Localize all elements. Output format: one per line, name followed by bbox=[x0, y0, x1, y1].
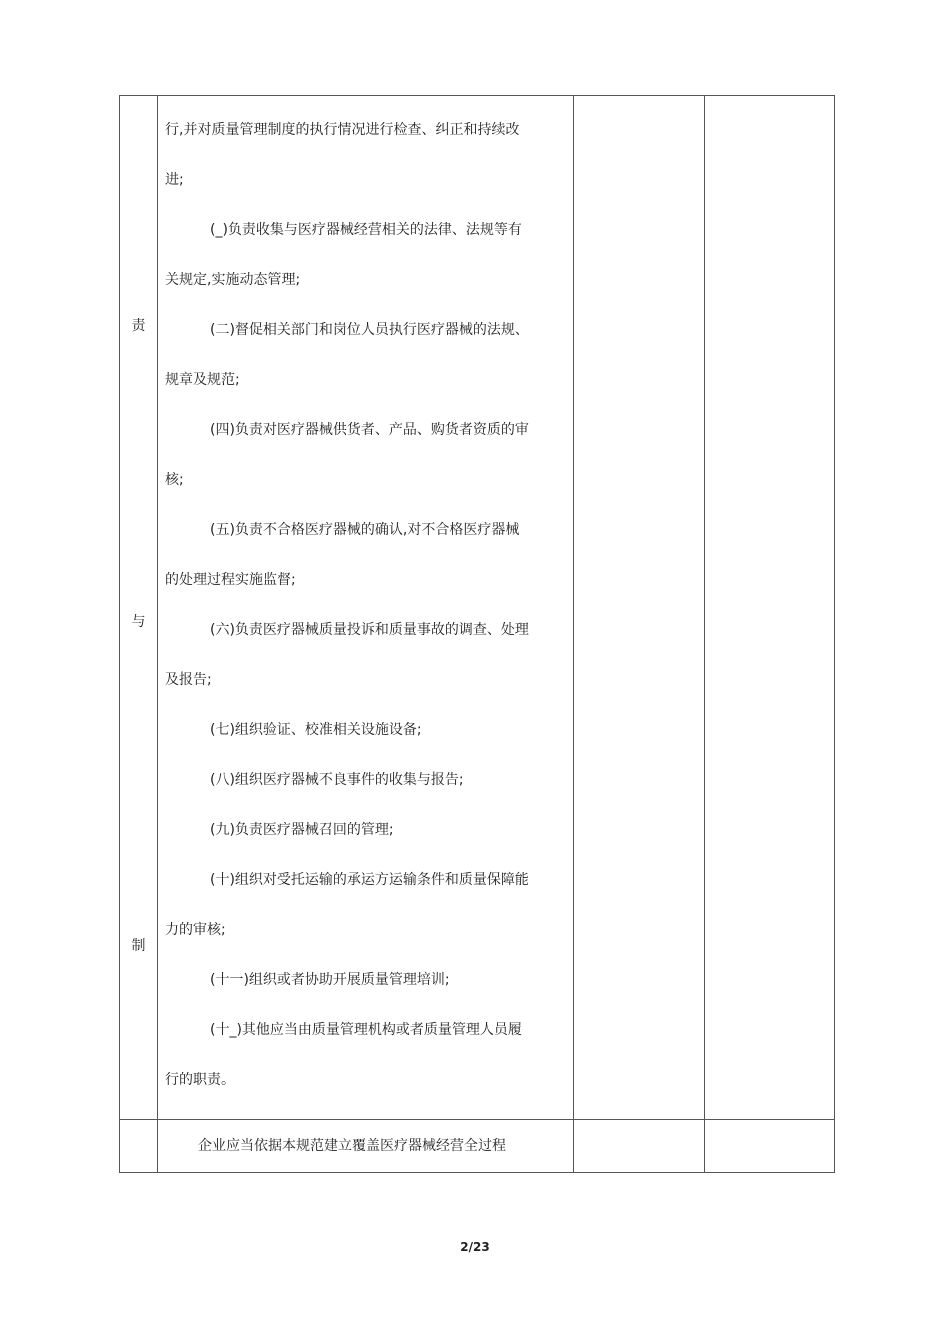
paragraph-line: (六)负责医疗器械质量投诉和质量事故的调查、处理 bbox=[210, 622, 529, 638]
paragraph-line: 企业应当依据本规范建立覆盖医疗器械经营全过程 bbox=[198, 1138, 506, 1154]
empty-cell bbox=[574, 96, 705, 1120]
table-row bbox=[120, 96, 835, 1120]
paragraph-line: 规章及规范; bbox=[165, 372, 240, 388]
section-label-cell bbox=[120, 96, 158, 1120]
empty-cell bbox=[574, 1120, 705, 1173]
section-label-char: 与 bbox=[131, 614, 146, 630]
section-label-cell bbox=[120, 1120, 158, 1173]
table-row bbox=[120, 1120, 835, 1173]
paragraph-line: (二)督促相关部门和岗位人员执行医疗器械的法规、 bbox=[210, 322, 529, 338]
paragraph-line: (十一)组织或者协助开展质量管理培训; bbox=[210, 972, 450, 988]
paragraph-line: (七)组织验证、校准相关设施设备; bbox=[210, 722, 422, 738]
paragraph-line: 行,并对质量管理制度的执行情况进行检查、纠正和持续改 bbox=[165, 122, 520, 138]
section-label-char: 责 bbox=[131, 318, 146, 334]
section-label-char: 制 bbox=[131, 938, 146, 954]
content-cell bbox=[158, 1120, 574, 1173]
paragraph-line: 关规定,实施动态管理; bbox=[165, 272, 301, 288]
page-number: 2/23 bbox=[460, 1240, 490, 1254]
paragraph-line: (_)负责收集与医疗器械经营相关的法律、法规等有 bbox=[210, 222, 522, 238]
paragraph-line: 的处理过程实施监督; bbox=[165, 572, 296, 588]
paragraph-line: (九)负责医疗器械召回的管理; bbox=[210, 822, 394, 838]
content-cell bbox=[158, 96, 574, 1120]
document-table bbox=[119, 95, 835, 1173]
paragraph-line: (十)组织对受托运输的承运方运输条件和质量保障能 bbox=[210, 872, 529, 888]
paragraph-line: 力的审核; bbox=[165, 922, 226, 938]
paragraph-line: 核; bbox=[165, 472, 184, 488]
paragraph-line: (八)组织医疗器械不良事件的收集与报告; bbox=[210, 772, 464, 788]
paragraph-line: (十_)其他应当由质量管理机构或者质量管理人员履 bbox=[210, 1022, 522, 1038]
paragraph-line: (四)负责对医疗器械供货者、产品、购货者资质的审 bbox=[210, 422, 529, 438]
paragraph-line: 行的职责。 bbox=[165, 1072, 235, 1088]
paragraph-line: 及报告; bbox=[165, 672, 212, 688]
empty-cell bbox=[705, 1120, 835, 1173]
paragraph-line: 进; bbox=[165, 172, 184, 188]
paragraph-line: (五)负责不合格医疗器械的确认,对不合格医疗器械 bbox=[210, 522, 520, 538]
empty-cell bbox=[705, 96, 835, 1120]
